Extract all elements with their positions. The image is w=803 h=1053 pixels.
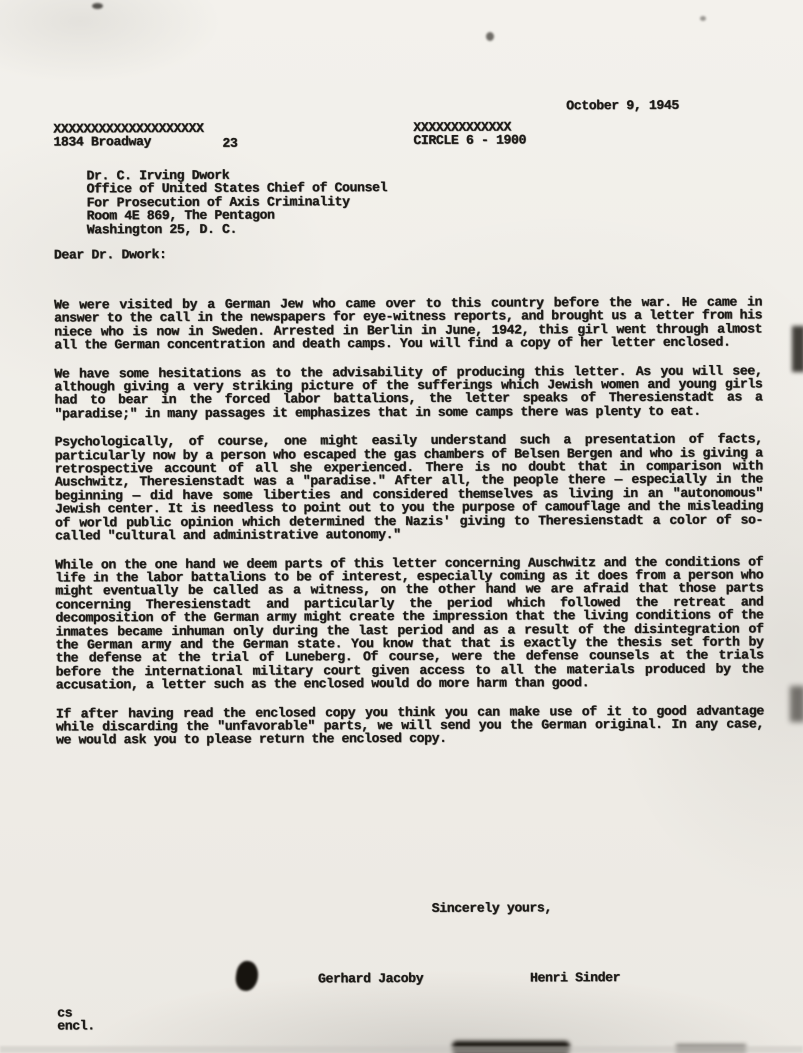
paragraph-3: Psychologically, of course, one might easily understand such a presentation of facts, particularly now by a person who escaped the gas chambers of Belsen Bergen and who is giving a retrospective account of all she experienced. There is no doubt that in comparison with Auschwitz, Theresienstadt was a "paradise." After all, the people there — especially in the beginning — did have some liberties and considered themselves as living in an "autonomous" Jewish center. It is needless to point out to you the purpose of camouflage and the misleading of world public opinion which determined the Nazis' giving to Theresienstadt a color of so-called "cultural and administrative autonomy." xyxy=(54,431,764,544)
paragraph-1: We were visited by a German Jew who came over to this country before the war. He came in answer to the call in the newspapers for eye-witness reports, and brought us a letter from his niece who is now in Sweden. Arrested in Berlin in June, 1942, this girl went through almost all the German concentration and death camps. You will find a copy of her letter enclosed. xyxy=(53,294,763,353)
scan-edge-shadow xyxy=(0,1046,803,1053)
salutation: Dear Dr. Dwork: xyxy=(53,247,167,263)
recipient-department: For Prosecution of Axis Criminality xyxy=(86,194,350,211)
paragraph-5: If after having read the enclosed copy you think you can make use of it to good advantage while discarding the "unfavorable" parts, we will send you the German original. In any case, we would ask you to please return the enclosed copy. xyxy=(55,702,764,748)
recipient-city: Washington 25, D. C. xyxy=(86,221,238,237)
enclosure-note: encl. xyxy=(57,1018,95,1034)
recipient-address-block xyxy=(86,168,387,236)
scan-streak-right-lower xyxy=(790,686,803,722)
redacted-sender-name: XXXXXXXXXXXXXXXXXXXX xyxy=(53,120,204,137)
sender-phone: CIRCLE 6 - 1900 xyxy=(413,132,527,148)
signature-gerhard-jacoby: Gerhard Jacoby xyxy=(317,970,424,987)
recipient-room: Room 4E 869, The Pentagon xyxy=(86,207,275,224)
typist-initials: cs xyxy=(57,1005,73,1021)
header-page-number: 23 xyxy=(222,135,238,151)
signature-henri-sinder: Henri Sinder xyxy=(529,970,621,986)
recipient-office: Office of United States Chief of Counsel xyxy=(86,180,388,197)
sender-address: 1834 Broadway xyxy=(53,134,152,150)
redacted-center-line: XXXXXXXXXXXXX xyxy=(413,119,511,135)
scan-speck-top-right xyxy=(700,16,706,21)
scan-streak-right-upper xyxy=(792,326,803,372)
closing-line: Sincerely yours, xyxy=(431,900,552,916)
recipient-name: Dr. C. Irving Dwork xyxy=(86,167,230,184)
letter-date: October 9, 1945 xyxy=(566,97,679,114)
letter-body xyxy=(54,295,764,762)
scan-speck-top-center xyxy=(486,32,494,41)
scan-speck-top-left xyxy=(92,3,103,9)
paragraph-4: While on the one hand we deem parts of this letter concerning Auschwitz and the conditions of life in the labor battalions to be of interest, especially coming as it does from a person who might eventually be called as a witness, on the other hand we are afraid that those parts concerning Theresienstadt and particularly the period which followed the retreat and decomposition of the German army might create the impression that the living conditions of the inmates became inhuman only during the last period and as a result of the disintegration of the German army and the German state. You know that that is exactly the thesis set forth by the defense at the trial of Luneberg. Of course, were the defense counsels at the trials before the international military court given access to all the materials produced by the accusation, a letter such as the enclosed would do more harm than good. xyxy=(55,553,764,693)
paragraph-2: We have some hesitations as to the advisability of producing this letter. As you will see, although giving a very striking picture of the sufferings which Jewish women and young girls had to bear in the forced labor battalions, the letter speaks of Theresienstadt as a "paradise;" in many passages it emphasizes that in some camps there was plenty to eat. xyxy=(54,363,763,422)
